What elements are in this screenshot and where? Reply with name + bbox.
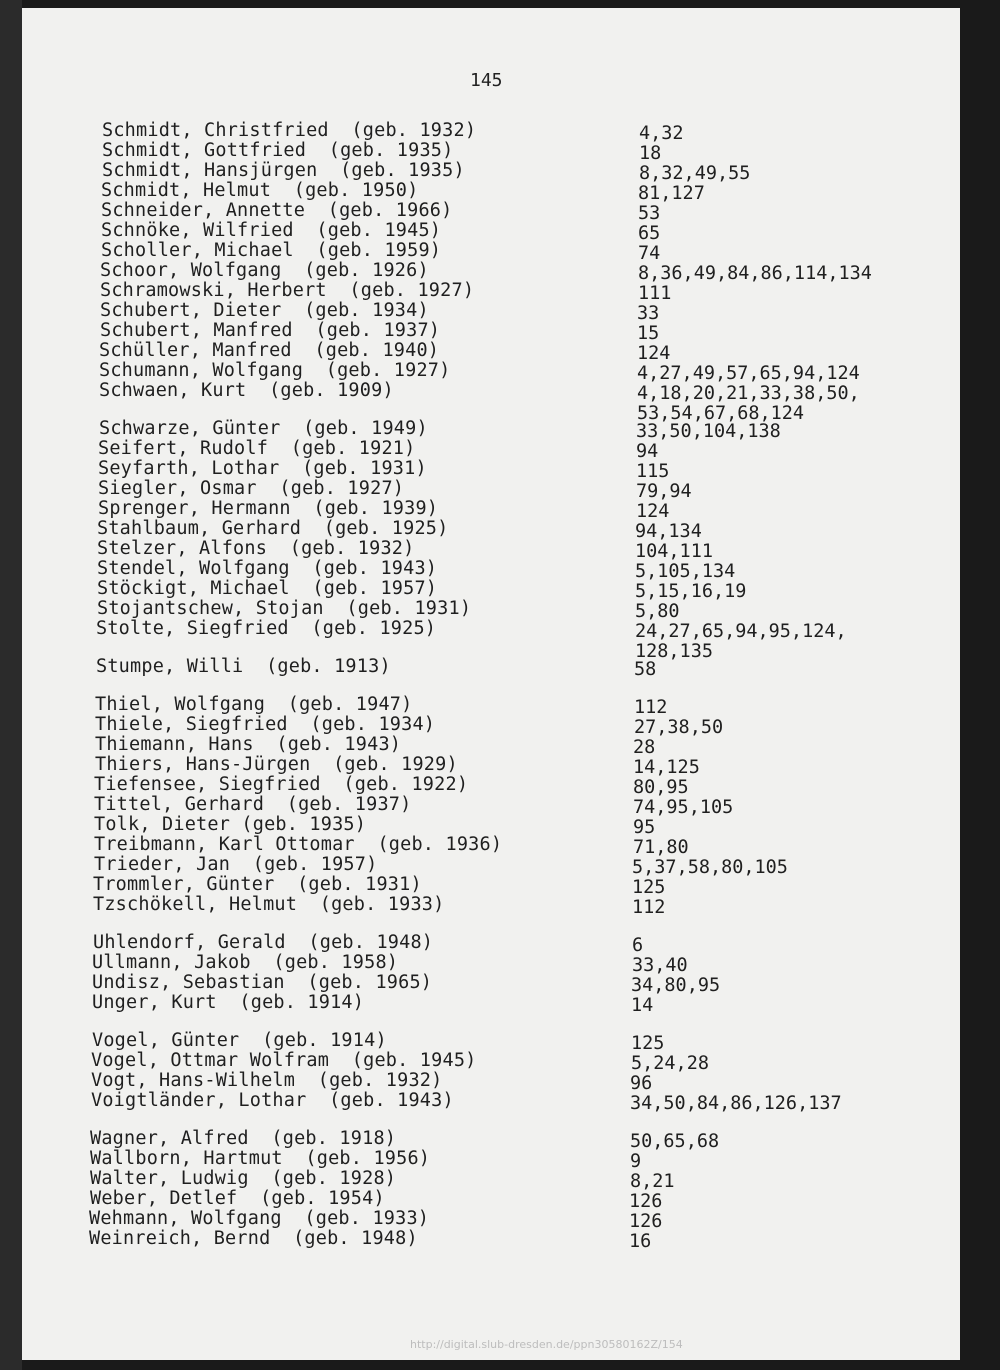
index-entry	[22, 498, 960, 520]
entry-name: Schubert, Dieter (geb. 1934)	[100, 300, 429, 321]
entry-name: Schmidt, Hansjürgen (geb. 1935)	[102, 160, 465, 181]
entry-name: Schmidt, Gottfried (geb. 1935)	[102, 140, 454, 161]
index-entry	[22, 220, 960, 242]
entry-page-refs: 5,37,58,80,105	[632, 857, 788, 878]
entry-page-refs: 27,38,50	[634, 717, 724, 738]
entry-page-refs: 24,27,65,94,95,124, 128,135	[635, 621, 847, 662]
entry-page-refs: 94,134	[635, 521, 702, 542]
entry-page-refs: 126	[629, 1211, 663, 1232]
index-entry	[22, 1030, 960, 1052]
entry-name: Stöckigt, Michael (geb. 1957)	[97, 578, 438, 599]
index-entry	[22, 814, 960, 836]
index-entry	[22, 300, 960, 322]
index-entry	[22, 1208, 960, 1230]
entry-page-refs: 5,80	[635, 601, 680, 622]
entry-page-refs: 126	[629, 1191, 663, 1212]
entry-page-refs: 6	[632, 935, 644, 956]
entry-page-refs: 65	[638, 223, 661, 244]
index-entry	[22, 656, 960, 678]
entry-name: Schnöke, Wilfried (geb. 1945)	[101, 220, 442, 241]
index-entry	[22, 578, 960, 600]
index-entry	[22, 794, 960, 816]
index-entry	[22, 538, 960, 560]
entry-page-refs: 16	[629, 1231, 652, 1252]
entry-name: Schwarze, Günter (geb. 1949)	[99, 418, 428, 439]
index-entry	[22, 1148, 960, 1170]
entry-page-refs: 14,125	[633, 757, 700, 778]
entry-name: Tolk, Dieter (geb. 1935)	[94, 814, 367, 835]
entry-page-refs: 4,18,20,21,33,38,50, 53,54,67,68,124	[637, 383, 860, 424]
entry-name: Schmidt, Helmut (geb. 1950)	[101, 180, 419, 201]
entry-page-refs: 5,15,16,19	[635, 581, 747, 602]
index-entry	[22, 1070, 960, 1092]
index-entry	[22, 774, 960, 796]
index-entry	[22, 1050, 960, 1072]
index-entry	[22, 598, 960, 620]
index-entry	[22, 874, 960, 896]
index-entry	[22, 992, 960, 1014]
index-entry	[22, 834, 960, 856]
index-entry	[22, 1228, 960, 1250]
index-entry	[22, 458, 960, 480]
index-entry	[22, 160, 960, 182]
entry-page-refs: 53	[638, 203, 661, 224]
index-entry	[22, 360, 960, 382]
entry-name: Schneider, Annette (geb. 1966)	[101, 200, 453, 221]
entry-name: Trieder, Jan (geb. 1957)	[94, 854, 378, 875]
index-entry	[22, 518, 960, 540]
index-entry	[22, 894, 960, 916]
index-entry	[22, 618, 960, 662]
entry-name: Scholler, Michael (geb. 1959)	[101, 240, 442, 261]
entry-name: Stahlbaum, Gerhard (geb. 1925)	[97, 518, 449, 539]
entry-name: Stojantschew, Stojan (geb. 1931)	[97, 598, 472, 619]
entry-name: Stendel, Wolfgang (geb. 1943)	[97, 558, 438, 579]
index-entry	[22, 478, 960, 500]
index-entry	[22, 340, 960, 362]
index-entry	[22, 972, 960, 994]
page-number: 145	[470, 70, 503, 91]
entry-page-refs: 34,80,95	[631, 975, 721, 996]
entry-page-refs: 33	[637, 303, 660, 324]
entry-page-refs: 124	[636, 501, 670, 522]
entry-page-refs: 58	[634, 659, 657, 680]
entry-page-refs: 71,80	[633, 837, 689, 858]
entry-name: Weinreich, Bernd (geb. 1948)	[89, 1228, 418, 1249]
entry-page-refs: 34,50,84,86,126,137	[630, 1093, 842, 1114]
index-entry	[22, 714, 960, 736]
index-entry	[22, 140, 960, 162]
entry-name: Thiemann, Hans (geb. 1943)	[95, 734, 402, 755]
entry-page-refs: 15	[637, 323, 660, 344]
entry-name: Walter, Ludwig (geb. 1928)	[90, 1168, 397, 1189]
entry-name: Wallborn, Hartmut (geb. 1956)	[90, 1148, 431, 1169]
entry-name: Schoor, Wolfgang (geb. 1926)	[100, 260, 429, 281]
entry-name: Schumann, Wolfgang (geb. 1927)	[99, 360, 451, 381]
entry-page-refs: 94	[636, 441, 659, 462]
entry-name: Voigtländer, Lothar (geb. 1943)	[91, 1090, 454, 1111]
entry-name: Stolte, Siegfried (geb. 1925)	[96, 618, 437, 639]
entry-name: Stumpe, Willi (geb. 1913)	[96, 656, 391, 677]
entry-page-refs: 81,127	[638, 183, 705, 204]
index-entry	[22, 558, 960, 580]
book-binding	[0, 0, 22, 1370]
index-entry	[22, 260, 960, 282]
index-entry	[22, 418, 960, 440]
entry-name: Schüller, Manfred (geb. 1940)	[99, 340, 440, 361]
entry-page-refs: 8,21	[630, 1171, 675, 1192]
document-page	[22, 8, 960, 1360]
entry-page-refs: 125	[632, 877, 666, 898]
entry-page-refs: 111	[638, 283, 672, 304]
entry-name: Stelzer, Alfons (geb. 1932)	[97, 538, 415, 559]
entry-page-refs: 112	[632, 897, 666, 918]
index-entry	[22, 200, 960, 222]
entry-name: Seyfarth, Lothar (geb. 1931)	[98, 458, 427, 479]
entry-page-refs: 8,32,49,55	[639, 163, 751, 184]
entry-page-refs: 14	[631, 995, 654, 1016]
index-entry	[22, 754, 960, 776]
entry-name: Schwaen, Kurt (geb. 1909)	[99, 380, 394, 401]
entry-page-refs: 28	[633, 737, 656, 758]
entry-name: Wehmann, Wolfgang (geb. 1933)	[89, 1208, 430, 1229]
index-entry	[22, 734, 960, 756]
entry-name: Weber, Detlef (geb. 1954)	[90, 1188, 385, 1209]
entry-page-refs: 95	[633, 817, 656, 838]
index-entry	[22, 280, 960, 302]
entry-page-refs: 74,95,105	[633, 797, 734, 818]
entry-page-refs: 4,27,49,57,65,94,124	[637, 363, 860, 384]
entry-page-refs: 33,50,104,138	[636, 421, 781, 442]
entry-page-refs: 50,65,68	[630, 1131, 720, 1152]
entry-name: Vogel, Günter (geb. 1914)	[92, 1030, 387, 1051]
entry-name: Schubert, Manfred (geb. 1937)	[100, 320, 441, 341]
entry-page-refs: 104,111	[635, 541, 713, 562]
entry-name: Schramowski, Herbert (geb. 1927)	[100, 280, 475, 301]
entry-page-refs: 9	[630, 1151, 642, 1172]
entry-page-refs: 112	[634, 697, 668, 718]
entry-name: Thiele, Siegfried (geb. 1934)	[95, 714, 436, 735]
index-entry	[22, 952, 960, 974]
entry-page-refs: 80,95	[633, 777, 689, 798]
entry-name: Thiel, Wolfgang (geb. 1947)	[95, 694, 413, 715]
entry-name: Treibmann, Karl Ottomar (geb. 1936)	[94, 834, 503, 855]
index-entry	[22, 438, 960, 460]
entry-page-refs: 124	[637, 343, 671, 364]
entry-page-refs: 5,24,28	[631, 1053, 709, 1074]
index-entry	[22, 694, 960, 716]
entry-name: Tittel, Gerhard (geb. 1937)	[94, 794, 412, 815]
index-entry	[22, 854, 960, 876]
entry-name: Tzschökell, Helmut (geb. 1933)	[93, 894, 445, 915]
index-entry	[22, 1128, 960, 1150]
entry-page-refs: 4,32	[639, 123, 684, 144]
entry-page-refs: 8,36,49,84,86,114,134	[638, 263, 872, 284]
index-entry	[22, 1168, 960, 1190]
index-entry	[22, 240, 960, 262]
index-entry	[22, 932, 960, 954]
entry-name: Ullmann, Jakob (geb. 1958)	[92, 952, 399, 973]
index-entry	[22, 1188, 960, 1210]
entry-page-refs: 125	[631, 1033, 665, 1054]
index-entry	[22, 180, 960, 202]
entry-name: Sprenger, Hermann (geb. 1939)	[98, 498, 439, 519]
index-entry	[22, 320, 960, 342]
entry-page-refs: 115	[636, 461, 670, 482]
entry-name: Siegler, Osmar (geb. 1927)	[98, 478, 405, 499]
entry-page-refs: 33,40	[632, 955, 688, 976]
entry-page-refs: 96	[630, 1073, 653, 1094]
entry-page-refs: 74	[638, 243, 661, 264]
entry-name: Vogel, Ottmar Wolfram (geb. 1945)	[91, 1050, 477, 1071]
index-entry	[22, 120, 960, 142]
entry-name: Undisz, Sebastian (geb. 1965)	[92, 972, 433, 993]
entry-page-refs: 79,94	[636, 481, 692, 502]
entry-page-refs: 18	[639, 143, 662, 164]
footer-url: http://digital.slub-dresden.de/ppn30580162Z/154	[410, 1338, 683, 1351]
entry-name: Trommler, Günter (geb. 1931)	[93, 874, 422, 895]
entry-name: Unger, Kurt (geb. 1914)	[92, 992, 365, 1013]
entry-page-refs: 5,105,134	[635, 561, 736, 582]
entry-name: Wagner, Alfred (geb. 1918)	[90, 1128, 397, 1149]
entry-name: Uhlendorf, Gerald (geb. 1948)	[93, 932, 434, 953]
entry-name: Schmidt, Christfried (geb. 1932)	[102, 120, 477, 141]
index-entry	[22, 380, 960, 424]
entry-name: Seifert, Rudolf (geb. 1921)	[98, 438, 416, 459]
entry-name: Vogt, Hans-Wilhelm (geb. 1932)	[91, 1070, 443, 1091]
entry-name: Tiefensee, Siegfried (geb. 1922)	[94, 774, 469, 795]
entry-name: Thiers, Hans-Jürgen (geb. 1929)	[95, 754, 458, 775]
index-entry	[22, 1090, 960, 1112]
